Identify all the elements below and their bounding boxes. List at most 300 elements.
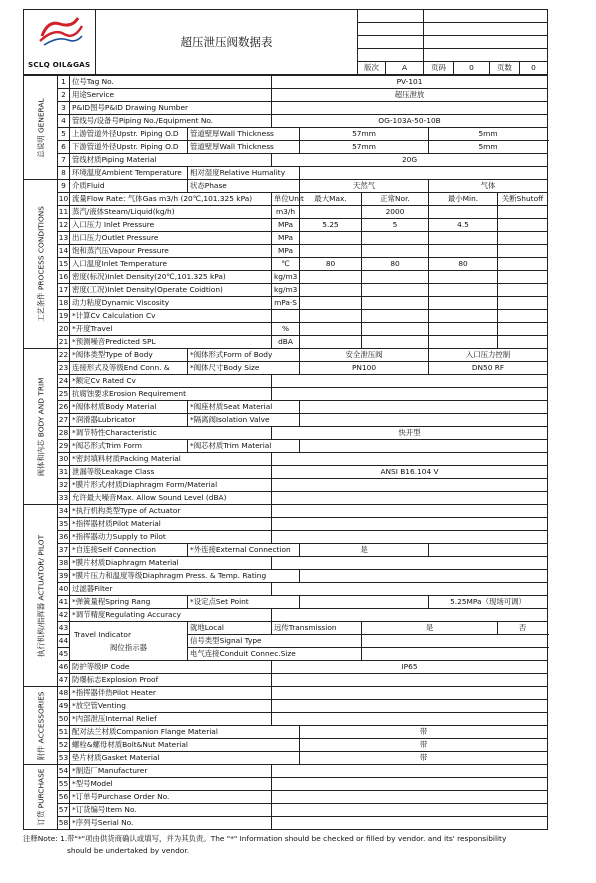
table-row [24, 401, 548, 414]
field-value [300, 440, 548, 453]
field-value [362, 297, 429, 310]
field-value [272, 583, 548, 596]
field-label: *膜片压力和温度等级Diaphragm Press. & Temp. Rating [70, 570, 300, 583]
table-row [24, 180, 548, 193]
row-number: 11 [58, 206, 70, 219]
row-number: 10 [58, 193, 70, 206]
table-row [24, 479, 548, 492]
field-label: *阀体类型Type of Body [70, 349, 188, 362]
field-value: 入口压力控制 [429, 349, 548, 362]
table-row [24, 713, 548, 726]
field-label: *阀体材质Body Material [70, 401, 188, 414]
field-label: 远传Transmission [272, 622, 362, 635]
field-value [498, 232, 548, 245]
table-row [24, 804, 548, 817]
row-number: 21 [58, 336, 70, 349]
header-table [23, 9, 548, 75]
field-value [272, 375, 548, 388]
field-value [429, 206, 498, 219]
group-process: 工艺条件 PROCESS CONDITIONS [24, 180, 58, 349]
field-value: 超压泄放 [272, 89, 548, 102]
field-value [362, 323, 429, 336]
table-row [24, 232, 548, 245]
row-number: 23 [58, 362, 70, 375]
field-value [272, 713, 548, 726]
field-value [498, 206, 548, 219]
field-value [272, 518, 548, 531]
company-name: SCLQ OIL&GAS [28, 60, 91, 69]
field-label: 垫片材质Gasket Material [70, 752, 300, 765]
field-value [498, 323, 548, 336]
field-value [498, 245, 548, 258]
field-value [272, 102, 548, 115]
field-value: 天然气 [300, 180, 429, 193]
row-number: 2 [58, 89, 70, 102]
field-label: 上游管道外径Upstr. Piping O.D [70, 128, 188, 141]
field-label: 正常Nor. [362, 193, 429, 206]
field-value [300, 414, 548, 427]
field-label: *订货编号Item No. [70, 804, 272, 817]
field-value: 安全泄压阀 [300, 349, 429, 362]
field-label: *执行机构类型Type of Actuator [70, 505, 272, 518]
revision-value: A [386, 62, 424, 75]
field-value: 80 [300, 258, 362, 271]
field-label: *调节精度Regulating Accuracy [70, 609, 272, 622]
field-value [272, 310, 300, 323]
field-value [362, 336, 429, 349]
field-label: 入口压力 Inlet Pressure [70, 219, 272, 232]
revision-label: 版次 [358, 62, 386, 75]
field-label: 入口温度Inlet Temperature [70, 258, 272, 271]
field-value: m3/h [272, 206, 300, 219]
row-number: 32 [58, 479, 70, 492]
row-number: 42 [58, 609, 70, 622]
field-label: 出口压力Outlet Pressure [70, 232, 272, 245]
field-label: 过滤器Filter [70, 583, 272, 596]
row-number: 16 [58, 271, 70, 284]
field-value: kg/m3 [272, 284, 300, 297]
row-number: 53 [58, 752, 70, 765]
company-logo-icon [34, 14, 86, 48]
field-label: *指挥器材质Pilot Material [70, 518, 272, 531]
travel-indicator-label: Travel Indicator 阀位指示器 [70, 622, 188, 661]
field-value [498, 284, 548, 297]
table-cell [424, 36, 548, 49]
pages-label: 页数 [490, 62, 520, 75]
field-value: 2000 [362, 206, 429, 219]
footnote-line-1: 注释Note: 1.带"*"项由供货商确认或填写，并为其负责。The "*" Information should be checked or filled by vendor. and its' responsibility [23, 834, 507, 843]
row-number: 6 [58, 141, 70, 154]
field-label: *自连接Self Connection [70, 544, 188, 557]
field-value [429, 284, 498, 297]
field-value [272, 778, 548, 791]
table-row [24, 453, 548, 466]
field-label: 相对湿度Relative Humality [188, 167, 300, 180]
table-cell [358, 10, 424, 23]
table-row [24, 167, 548, 180]
table-row [24, 817, 548, 830]
field-label: *润滑器Lubricator [70, 414, 188, 427]
field-value [498, 297, 548, 310]
row-number: 26 [58, 401, 70, 414]
field-value [429, 323, 498, 336]
row-number: 7 [58, 154, 70, 167]
row-number: 22 [58, 349, 70, 362]
field-label: 关断Shutoff [498, 193, 548, 206]
page-value: 0 [454, 62, 490, 75]
table-row [24, 752, 548, 765]
row-number: 34 [58, 505, 70, 518]
field-label: 饱和蒸汽压Vapour Pressure [70, 245, 272, 258]
field-label: *阀座材质Seat Material [188, 401, 300, 414]
field-label: *额定Cv Rated Cv [70, 375, 272, 388]
table-row [24, 258, 548, 271]
table-row [24, 778, 548, 791]
field-label: 电气连接Conduit Connec.Size [188, 648, 362, 661]
field-value: 57mm [300, 128, 429, 141]
field-value: 5 [362, 219, 429, 232]
field-label: 下游管道外径Upstr. Piping O.D [70, 141, 188, 154]
field-value [498, 258, 548, 271]
table-row [24, 102, 548, 115]
row-number: 5 [58, 128, 70, 141]
field-label: 管道壁厚Wall Thickness [188, 128, 300, 141]
field-value: 5.25MPa（现场可调） [429, 596, 548, 609]
field-value: 80 [362, 258, 429, 271]
pages-value: 0 [520, 62, 548, 75]
field-label: 密度(标况)Inlet Density(20℃,101.325 kPa) [70, 271, 272, 284]
field-value [272, 388, 548, 401]
field-value [300, 206, 362, 219]
field-label: 管线材质Piping Material [70, 154, 272, 167]
field-value: ℃ [272, 258, 300, 271]
row-number: 12 [58, 219, 70, 232]
field-label: 单位Unit [272, 193, 300, 206]
group-accessories: 附件 ACCESSORIES [24, 687, 58, 765]
row-number: 15 [58, 258, 70, 271]
field-value: 4.5 [429, 219, 498, 232]
table-row [24, 661, 548, 674]
field-value [498, 271, 548, 284]
field-label: 位号Tag No. [70, 76, 272, 89]
field-label: *阀芯材质Trim Material [188, 440, 300, 453]
field-value [300, 310, 362, 323]
field-value [429, 245, 498, 258]
field-label: 用途Service [70, 89, 272, 102]
field-value [300, 297, 362, 310]
row-number: 51 [58, 726, 70, 739]
field-value: 带 [300, 752, 548, 765]
row-number: 56 [58, 791, 70, 804]
field-value: PV-101 [272, 76, 548, 89]
field-label: 允许最大噪音Max. Allow Sound Level (dBA) [70, 492, 272, 505]
table-row [24, 518, 548, 531]
row-number: 4 [58, 115, 70, 128]
table-row [24, 726, 548, 739]
field-value: 否 [498, 622, 548, 635]
row-number: 43 [58, 622, 70, 635]
field-value [429, 271, 498, 284]
field-value [272, 479, 548, 492]
field-label: *放空管Venting [70, 700, 272, 713]
field-value: 带 [300, 726, 548, 739]
field-value [272, 492, 548, 505]
field-label: *指挥器伴热Pilot Heater [70, 687, 272, 700]
row-number: 24 [58, 375, 70, 388]
row-number: 3 [58, 102, 70, 115]
row-number: 1 [58, 76, 70, 89]
field-value [300, 570, 548, 583]
table-row [24, 362, 548, 375]
field-value [300, 271, 362, 284]
field-value [272, 817, 548, 830]
field-label: *计算Cv Calculation Cv [70, 310, 272, 323]
field-label: *开度Travel [70, 323, 272, 336]
field-value [362, 310, 429, 323]
table-row [24, 375, 548, 388]
field-value [498, 336, 548, 349]
field-value: DN50 RF [429, 362, 548, 375]
field-value [429, 336, 498, 349]
field-value [498, 219, 548, 232]
field-value [429, 544, 548, 557]
row-number: 29 [58, 440, 70, 453]
field-value [362, 635, 548, 648]
field-label: 抗腐蚀要求Erosion Requirement [70, 388, 272, 401]
table-row [24, 115, 548, 128]
field-value [429, 297, 498, 310]
field-label: 动力粘度Dynamic Viscosity [70, 297, 272, 310]
row-number: 48 [58, 687, 70, 700]
field-label: 蒸汽/液体Steam/Liquid(kg/h) [70, 206, 272, 219]
row-number: 17 [58, 284, 70, 297]
table-row [24, 76, 548, 89]
field-value [300, 284, 362, 297]
table-row [24, 141, 548, 154]
field-label: 管线号/设备号Piping No./Equipment No. [70, 115, 272, 128]
field-value [362, 284, 429, 297]
field-value: kg/m3 [272, 271, 300, 284]
field-value: 是 [300, 544, 429, 557]
row-number: 37 [58, 544, 70, 557]
field-value [362, 648, 548, 661]
table-row [24, 271, 548, 284]
field-label: 流量Flow Rate: 气体Gas m3/h (20℃,101.325 kPa) [70, 193, 272, 206]
table-row [24, 154, 548, 167]
table-row [24, 466, 548, 479]
row-number: 19 [58, 310, 70, 323]
field-value [272, 557, 548, 570]
table-row [24, 570, 548, 583]
table-row [24, 791, 548, 804]
field-value [429, 310, 498, 323]
table-row [24, 492, 548, 505]
row-number: 58 [58, 817, 70, 830]
field-label: *订单号Purchase Order No. [70, 791, 272, 804]
table-cell [358, 49, 424, 62]
table-cell [424, 23, 548, 36]
field-value: OG-103A-50-10B [272, 115, 548, 128]
row-number: 44 [58, 635, 70, 648]
table-row [24, 531, 548, 544]
field-label: 最小Min. [429, 193, 498, 206]
row-number: 25 [58, 388, 70, 401]
table-row [24, 687, 548, 700]
table-row [24, 245, 548, 258]
field-label: P&ID图号P&ID Drawing Number [70, 102, 272, 115]
row-number: 14 [58, 245, 70, 258]
field-label: *序列号Serial No. [70, 817, 272, 830]
table-row [24, 349, 548, 362]
field-label: *弹簧量程Spring Rang [70, 596, 188, 609]
field-value [272, 765, 548, 778]
row-number: 54 [58, 765, 70, 778]
field-value: 5.25 [300, 219, 362, 232]
field-label: *隔离阀Isolation Valve [188, 414, 300, 427]
footnote [23, 833, 547, 857]
field-value: 气体 [429, 180, 548, 193]
table-row [24, 609, 548, 622]
field-value: 80 [429, 258, 498, 271]
table-row [24, 583, 548, 596]
field-value: MPa [272, 219, 300, 232]
field-value: 带 [300, 739, 548, 752]
field-value [272, 531, 548, 544]
field-label: *阀体形式Form of Body [188, 349, 300, 362]
field-label: 连接形式及等级End Conn. & [70, 362, 188, 375]
table-row [24, 505, 548, 518]
field-value: ANSI B16.104 V [272, 466, 548, 479]
datasheet [23, 9, 547, 857]
field-value [362, 245, 429, 258]
table-row [24, 427, 548, 440]
table-cell [358, 36, 424, 49]
table-row [24, 765, 548, 778]
field-label: 防爆标志Explosion Proof [70, 674, 272, 687]
field-label: *内部泄压Internal Relief [70, 713, 272, 726]
row-number: 36 [58, 531, 70, 544]
field-label: *调节特性Characteristic [70, 427, 272, 440]
field-value: dBA [272, 336, 300, 349]
field-label: *外连接External Connection [188, 544, 300, 557]
table-row [24, 622, 548, 635]
table-row [24, 89, 548, 102]
group-actuator: 执行机构/指挥器 ACTUATOR/ PILOT [24, 505, 58, 687]
table-row [24, 219, 548, 232]
row-number: 8 [58, 167, 70, 180]
field-label: 最大Max. [300, 193, 362, 206]
field-value: 5mm [429, 141, 548, 154]
page-label: 页码 [424, 62, 454, 75]
field-value [272, 674, 548, 687]
field-label: 状态Phase [188, 180, 300, 193]
row-number: 30 [58, 453, 70, 466]
field-value [300, 336, 362, 349]
field-label: *阀芯形式Trim Form [70, 440, 188, 453]
field-label: *密封填料材质Packing Material [70, 453, 272, 466]
field-value: 5mm [429, 128, 548, 141]
field-value: mPa·S [272, 297, 300, 310]
field-label: 就地Local [188, 622, 272, 635]
row-number: 46 [58, 661, 70, 674]
table-row [24, 297, 548, 310]
field-value [300, 401, 548, 414]
spec-table [23, 75, 548, 830]
row-number: 38 [58, 557, 70, 570]
table-row [24, 284, 548, 297]
field-label: *设定点Set Point [188, 596, 300, 609]
field-value [272, 791, 548, 804]
row-number: 50 [58, 713, 70, 726]
field-value [272, 453, 548, 466]
table-row [24, 414, 548, 427]
group-body: 阀体和内芯 BODY AND TRIM [24, 349, 58, 505]
row-number: 31 [58, 466, 70, 479]
field-label: *预测噪音Predicted SPL [70, 336, 272, 349]
field-value: MPa [272, 232, 300, 245]
field-label: 配对法兰材质Companion Flange Material [70, 726, 300, 739]
table-row [24, 128, 548, 141]
row-number: 18 [58, 297, 70, 310]
field-label: *膜片形式/材质Diaphragm Form/Material [70, 479, 272, 492]
row-number: 33 [58, 492, 70, 505]
table-cell [424, 10, 548, 23]
field-value: 20G [272, 154, 548, 167]
field-label: 螺栓&螺母材质Bolt&Nut Material [70, 739, 300, 752]
group-purchase: 订货 PURCHASE [24, 765, 58, 830]
field-label: 环境温度Ambient Temperature [70, 167, 188, 180]
field-value [300, 167, 548, 180]
field-value [498, 310, 548, 323]
row-number: 45 [58, 648, 70, 661]
row-number: 20 [58, 323, 70, 336]
row-number: 47 [58, 674, 70, 687]
field-label: *膜片材质Diaphragm Material [70, 557, 272, 570]
field-label: 泄漏等级Leakage Class [70, 466, 272, 479]
table-row [24, 193, 548, 206]
company-logo [24, 10, 96, 75]
row-number: 41 [58, 596, 70, 609]
row-number: 39 [58, 570, 70, 583]
field-value [300, 596, 429, 609]
field-value: MPa [272, 245, 300, 258]
field-value: 是 [362, 622, 498, 635]
table-row [24, 206, 548, 219]
field-value [300, 323, 362, 336]
row-number: 49 [58, 700, 70, 713]
field-label: *制造厂Manufacturer [70, 765, 272, 778]
row-number: 27 [58, 414, 70, 427]
field-value [272, 687, 548, 700]
field-value [362, 271, 429, 284]
field-value [429, 232, 498, 245]
field-label: 管道壁厚Wall Thickness [188, 141, 300, 154]
field-label: 信号类型Signal Type [188, 635, 362, 648]
table-row [24, 336, 548, 349]
page-title: 超压泄压阀数据表 [96, 10, 358, 75]
field-label: *阀体尺寸Body Size [188, 362, 300, 375]
table-row [24, 440, 548, 453]
row-number: 13 [58, 232, 70, 245]
field-value [300, 232, 362, 245]
field-value: 57mm [300, 141, 429, 154]
field-label: *指挥器动力Supply to Pilot [70, 531, 272, 544]
field-label: 密度(工况)Inlet Density(Operate Coidtion) [70, 284, 272, 297]
row-number: 9 [58, 180, 70, 193]
table-row [24, 323, 548, 336]
row-number: 35 [58, 518, 70, 531]
field-label: *型号Model [70, 778, 272, 791]
